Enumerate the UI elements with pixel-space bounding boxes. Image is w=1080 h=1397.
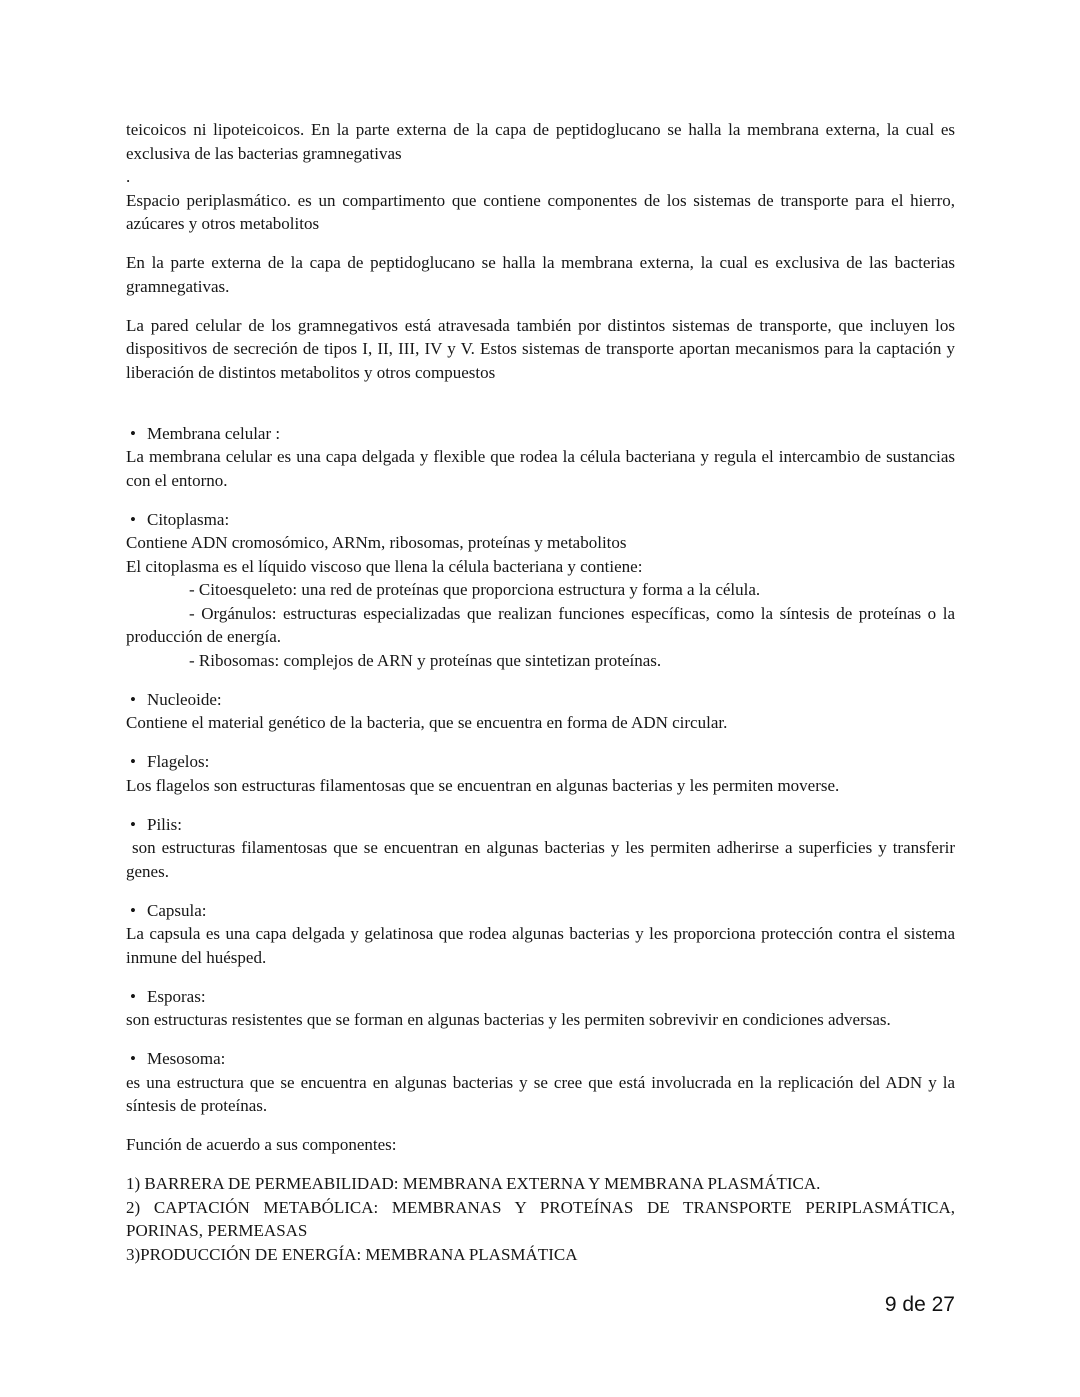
section-heading: [126, 508, 955, 532]
bullet-icon: •: [130, 752, 136, 771]
bullet-icon: •: [130, 1049, 136, 1068]
section-heading: [126, 688, 955, 712]
list-item-organulos: - Orgánulos: estructuras especializadas que realizan funciones específicas, como la síntesis de proteínas o la producción de energía.: [126, 603, 955, 646]
paragraph-pared-celular: La pared celular de los gramnegativos está atravesada también por distintos sistemas de transporte, que incluyen los dispositivos de secreción de tipos I, II, III, IV y V. Estos sistemas de transporte aportan mecanismos para la captación y liberación de distintos metabolitos y otros compuestos: [126, 315, 955, 382]
numbered-list: [126, 1172, 955, 1266]
section-title: Mesosoma:: [147, 1049, 226, 1068]
bullet-icon: •: [130, 986, 136, 1006]
section-title: Esporas:: [147, 986, 206, 1006]
bullet-icon: •: [130, 900, 136, 920]
section-pilis: [126, 813, 960, 884]
section-nucleoide: [126, 688, 955, 735]
list-item-citoesqueleto: - Citoesqueleto: una red de proteínas que proporciona estructura y forma a la célula.: [189, 580, 761, 599]
blank-line: [126, 400, 955, 422]
paragraph-funcion-componentes: Función de acuerdo a sus componentes:: [126, 1135, 397, 1154]
section-body: Los flagelos son estructuras filamentosas que se encuentran en algunas bacterias y les permiten moverse.: [126, 775, 840, 795]
numbered-item-1: 1) BARRERA DE PERMEABILIDAD: MEMBRANA EXTERNA Y MEMBRANA PLASMÁTICA.: [126, 1174, 821, 1193]
list-item-ribosomas: - Ribosomas: complejos de ARN y proteínas que sintetizan proteínas.: [189, 650, 662, 670]
section-heading: [126, 750, 955, 774]
section-mesosoma: [126, 1047, 955, 1118]
section-title: Pilis:: [147, 814, 182, 834]
section-esporas: [126, 985, 955, 1032]
numbered-item-2: 2) CAPTACIÓN METABÓLICA: MEMBRANAS Y PROTEÍNAS DE TRANSPORTE PERIPLASMÁTICA, PORINAS, PERMEASAS: [126, 1197, 955, 1240]
section-body: La membrana celular es una capa delgada y flexible que rodea la célula bacteriana y regula el intercambio de sustancias con el entorno.: [126, 447, 955, 490]
section-body: son estructuras filamentosas que se encuentran en algunas bacterias y les permiten adherirse a superficies y transferir genes.: [126, 838, 960, 881]
section-heading: [126, 985, 955, 1009]
section-flagelos: [126, 750, 955, 797]
section-capsula: [126, 899, 955, 970]
section-line: Contiene ADN cromosómico, ARNm, ribosomas, proteínas y metabolitos: [126, 533, 627, 552]
bullet-icon: •: [130, 509, 136, 529]
section-membrana-celular: [126, 422, 955, 493]
paragraph-teicoicos: teicoicos ni lipoteicoicos. En la parte externa de la capa de peptidoglucano se halla la membrana externa, la cual es exclusiva de las bacterias gramnegativas: [126, 120, 955, 163]
section-title: Membrana celular :: [147, 423, 281, 443]
paragraph-membrana-externa: En la parte externa de la capa de peptidoglucano se halla la membrana externa, la cual es exclusiva de las bacterias gramnegativas.: [126, 253, 955, 296]
section-heading: [126, 422, 955, 446]
numbered-item-3: 3)PRODUCCIÓN DE ENERGÍA: MEMBRANA PLASMÁTICA: [126, 1244, 578, 1264]
bullet-icon: •: [130, 689, 136, 709]
section-body: son estructuras resistentes que se forman en algunas bacterias y les permiten sobrevivir en condiciones adversas.: [126, 1010, 891, 1029]
paragraph-espacio-periplasmatico: Espacio periplasmático. es un compartimento que contiene componentes de los sistemas de transporte para el hierro, azúcares y otros metabolitos: [126, 190, 955, 233]
section-title: Nucleoide:: [147, 689, 222, 709]
document-body: [126, 118, 960, 1266]
page-number: 9 de 27: [884, 1293, 955, 1316]
section-body: La capsula es una capa delgada y gelatinosa que rodea algunas bacterias y les proporciona protección contra el sistema inmune del huésped.: [126, 924, 955, 967]
paragraph-lone-period: .: [126, 167, 131, 186]
bullet-icon: •: [130, 814, 136, 834]
section-title: Citoplasma:: [147, 509, 230, 529]
bullet-icon: •: [130, 423, 136, 443]
section-body: es una estructura que se encuentra en algunas bacterias y se cree que está involucrada en la replicación del ADN y la síntesis de proteínas.: [126, 1072, 955, 1115]
section-heading: [126, 899, 955, 923]
section-heading: [126, 1047, 955, 1071]
section-heading: [126, 813, 955, 837]
section-body: Contiene el material genético de la bacteria, que se encuentra en forma de ADN circular.: [126, 713, 728, 732]
section-citoplasma: [126, 508, 955, 673]
section-title: Flagelos:: [147, 752, 210, 771]
section-line: El citoplasma es el líquido viscoso que llena la célula bacteriana y contiene:: [126, 556, 643, 576]
section-title: Capsula:: [147, 900, 207, 920]
